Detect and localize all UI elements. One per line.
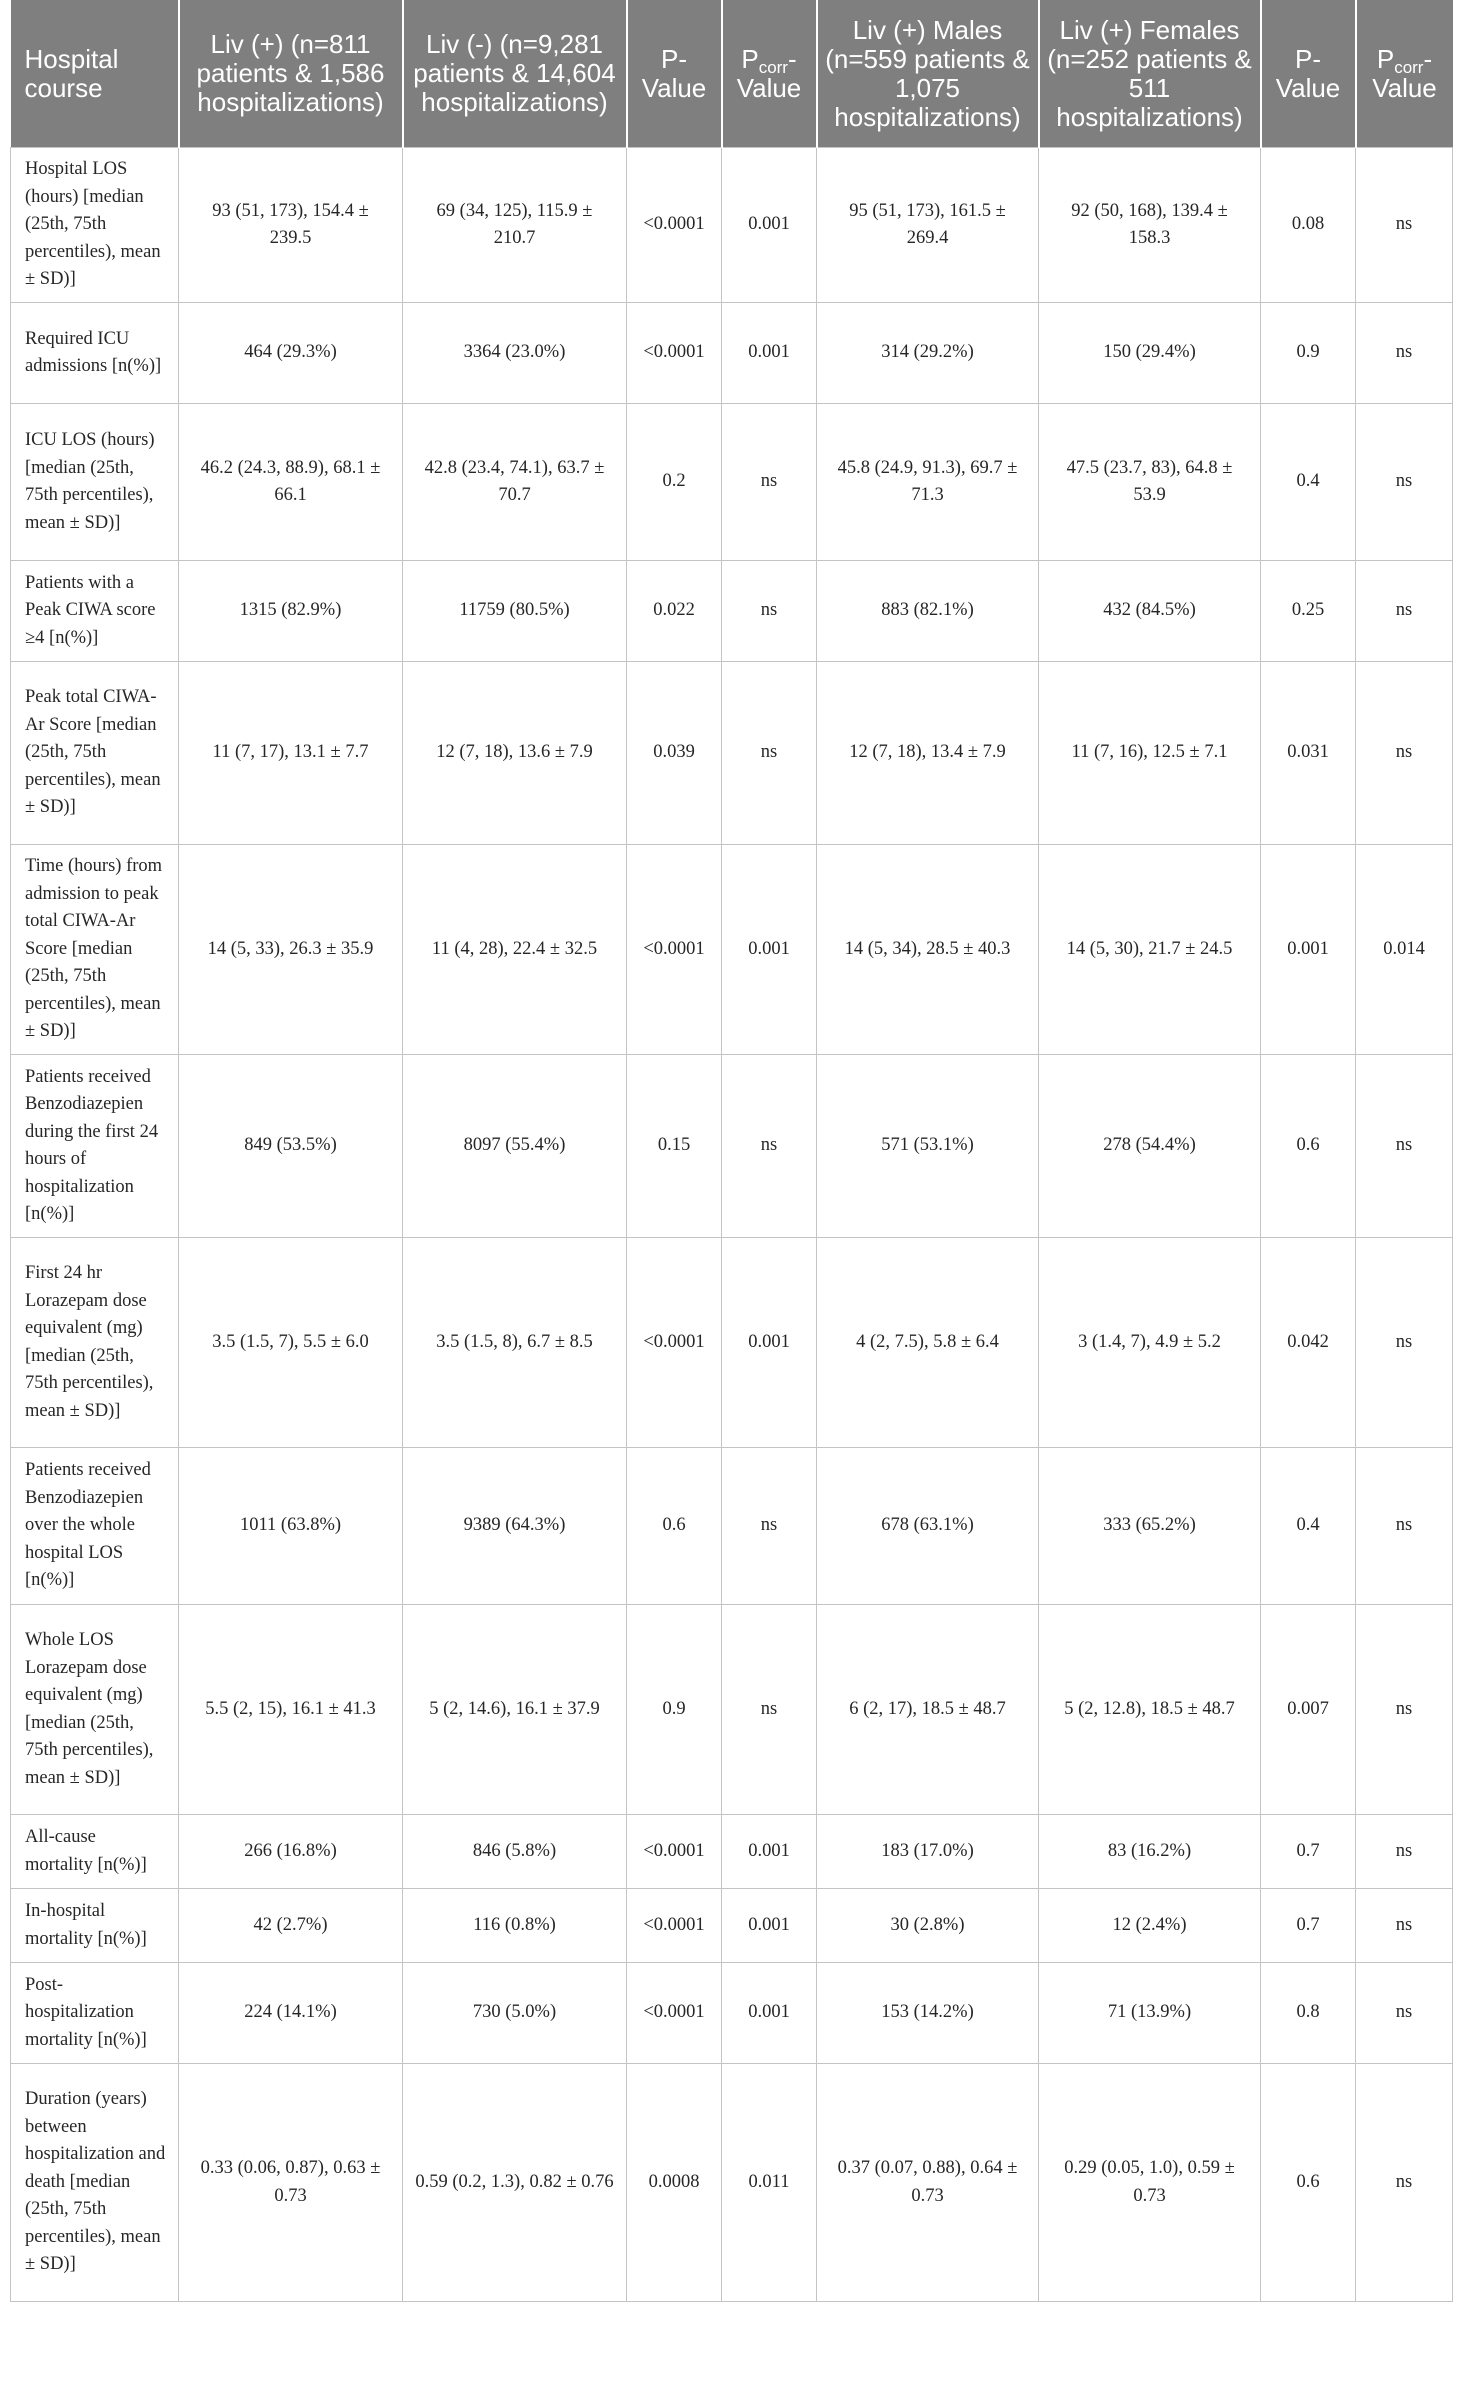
pcorr-value-sex-cell: ns	[1356, 1055, 1453, 1238]
pcorr-value-sex-cell: ns	[1356, 1238, 1453, 1448]
table-row	[11, 148, 1453, 303]
pcorr-base: P	[1376, 43, 1395, 74]
p-value-cell: 0.022	[627, 561, 722, 662]
females-cell: 11 (7, 16), 12.5 ± 7.1	[1039, 662, 1261, 845]
males-cell: 14 (5, 34), 28.5 ± 40.3	[817, 845, 1039, 1055]
pcorr-value-cell: 0.001	[722, 148, 817, 303]
row-label: Peak total CIWA-Ar Score [median (25th, 75th percentiles), mean ± SD)]	[11, 662, 179, 845]
males-cell: 571 (53.1%)	[817, 1055, 1039, 1238]
females-cell: 83 (16.2%)	[1039, 1815, 1261, 1889]
row-label: All-cause mortality [n(%)]	[11, 1815, 179, 1889]
header-liv-positive-males: Liv (+) Males (n=559 patients & 1,075 hospitalizations)	[817, 0, 1039, 148]
row-label: Required ICU admissions [n(%)]	[11, 303, 179, 404]
liv-positive-cell: 224 (14.1%)	[179, 1963, 403, 2064]
liv-positive-cell: 849 (53.5%)	[179, 1055, 403, 1238]
males-cell: 314 (29.2%)	[817, 303, 1039, 404]
table-row	[11, 1815, 1453, 1889]
pcorr-base: P	[741, 43, 759, 74]
pcorr-value-cell: 0.001	[722, 1238, 817, 1448]
liv-positive-cell: 0.33 (0.06, 0.87), 0.63 ± 0.73	[179, 2064, 403, 2302]
females-cell: 150 (29.4%)	[1039, 303, 1261, 404]
p-value-cell: <0.0001	[627, 1889, 722, 1963]
p-value-sex-cell: 0.007	[1261, 1605, 1356, 1815]
males-cell: 6 (2, 17), 18.5 ± 48.7	[817, 1605, 1039, 1815]
row-label: Post-hospitalization mortality [n(%)]	[11, 1963, 179, 2064]
females-cell: 12 (2.4%)	[1039, 1889, 1261, 1963]
liv-negative-cell: 0.59 (0.2, 1.3), 0.82 ± 0.76	[403, 2064, 627, 2302]
p-value-sex-cell: 0.25	[1261, 561, 1356, 662]
row-label: Whole LOS Lorazepam dose equivalent (mg) [median (25th, 75th percentiles), mean ± SD)]	[11, 1605, 179, 1815]
p-value-sex-cell: 0.7	[1261, 1815, 1356, 1889]
table-row	[11, 845, 1453, 1055]
females-cell: 71 (13.9%)	[1039, 1963, 1261, 2064]
row-label: Patients received Benzodiazepien during the first 24 hours of hospitalization [n(%)]	[11, 1055, 179, 1238]
liv-positive-cell: 42 (2.7%)	[179, 1889, 403, 1963]
header-liv-negative: Liv (-) (n=9,281 patients & 14,604 hospitalizations)	[403, 0, 627, 148]
hospital-course-table	[10, 0, 1453, 2302]
liv-positive-cell: 93 (51, 173), 154.4 ± 239.5	[179, 148, 403, 303]
header-pcorr-value	[722, 0, 817, 148]
liv-negative-cell: 3364 (23.0%)	[403, 303, 627, 404]
liv-negative-cell: 3.5 (1.5, 8), 6.7 ± 8.5	[403, 1238, 627, 1448]
pcorr-rest: -Value	[1372, 43, 1437, 103]
p-value-sex-cell: 0.4	[1261, 1448, 1356, 1605]
liv-negative-cell: 5 (2, 14.6), 16.1 ± 37.9	[403, 1605, 627, 1815]
header-hospital-course: Hospital course	[11, 0, 179, 148]
liv-positive-cell: 14 (5, 33), 26.3 ± 35.9	[179, 845, 403, 1055]
table-row	[11, 1963, 1453, 2064]
liv-negative-cell: 12 (7, 18), 13.6 ± 7.9	[403, 662, 627, 845]
females-cell: 333 (65.2%)	[1039, 1448, 1261, 1605]
row-label: Time (hours) from admission to peak total CIWA-Ar Score [median (25th, 75th percentiles), mean ± SD)]	[11, 845, 179, 1055]
females-cell: 92 (50, 168), 139.4 ± 158.3	[1039, 148, 1261, 303]
liv-positive-cell: 5.5 (2, 15), 16.1 ± 41.3	[179, 1605, 403, 1815]
pcorr-value-sex-cell: ns	[1356, 1889, 1453, 1963]
liv-positive-cell: 1011 (63.8%)	[179, 1448, 403, 1605]
p-value-sex-cell: 0.9	[1261, 303, 1356, 404]
liv-negative-cell: 9389 (64.3%)	[403, 1448, 627, 1605]
liv-negative-cell: 11 (4, 28), 22.4 ± 32.5	[403, 845, 627, 1055]
females-cell: 5 (2, 12.8), 18.5 ± 48.7	[1039, 1605, 1261, 1815]
pcorr-value-cell: 0.001	[722, 845, 817, 1055]
pcorr-rest: -Value	[736, 43, 802, 103]
pcorr-value-cell: ns	[722, 404, 817, 561]
pcorr-value-sex-cell: ns	[1356, 1448, 1453, 1605]
table-row	[11, 1889, 1453, 1963]
table-body	[11, 148, 1453, 2302]
males-cell: 883 (82.1%)	[817, 561, 1039, 662]
p-value-cell: <0.0001	[627, 1815, 722, 1889]
males-cell: 183 (17.0%)	[817, 1815, 1039, 1889]
table-row	[11, 1448, 1453, 1605]
females-cell: 0.29 (0.05, 1.0), 0.59 ± 0.73	[1039, 2064, 1261, 2302]
liv-negative-cell: 846 (5.8%)	[403, 1815, 627, 1889]
males-cell: 95 (51, 173), 161.5 ± 269.4	[817, 148, 1039, 303]
p-value-cell: <0.0001	[627, 845, 722, 1055]
p-value-cell: <0.0001	[627, 1963, 722, 2064]
row-label: Duration (years) between hospitalization and death [median (25th, 75th percentiles), mean ± SD)]	[11, 2064, 179, 2302]
p-value-cell: 0.0008	[627, 2064, 722, 2302]
row-label: Patients received Benzodiazepien over the whole hospital LOS [n(%)]	[11, 1448, 179, 1605]
p-value-sex-cell: 0.4	[1261, 404, 1356, 561]
p-value-sex-cell: 0.8	[1261, 1963, 1356, 2064]
females-cell: 14 (5, 30), 21.7 ± 24.5	[1039, 845, 1261, 1055]
pcorr-value-cell: 0.001	[722, 1963, 817, 2064]
header-p-value-sex: P-Value	[1261, 0, 1356, 148]
pcorr-value-cell: 0.001	[722, 1815, 817, 1889]
pcorr-value-sex-cell: ns	[1356, 1605, 1453, 1815]
p-value-sex-cell: 0.08	[1261, 148, 1356, 303]
table-row	[11, 561, 1453, 662]
liv-negative-cell: 730 (5.0%)	[403, 1963, 627, 2064]
females-cell: 47.5 (23.7, 83), 64.8 ± 53.9	[1039, 404, 1261, 561]
header-liv-positive: Liv (+) (n=811 patients & 1,586 hospitalizations)	[179, 0, 403, 148]
p-value-cell: <0.0001	[627, 148, 722, 303]
females-cell: 3 (1.4, 7), 4.9 ± 5.2	[1039, 1238, 1261, 1448]
pcorr-value-cell: ns	[722, 1605, 817, 1815]
p-value-cell: 0.15	[627, 1055, 722, 1238]
pcorr-value-sex-cell: ns	[1356, 404, 1453, 561]
liv-negative-cell: 8097 (55.4%)	[403, 1055, 627, 1238]
males-cell: 153 (14.2%)	[817, 1963, 1039, 2064]
pcorr-value-cell: ns	[722, 662, 817, 845]
liv-positive-cell: 266 (16.8%)	[179, 1815, 403, 1889]
table-row	[11, 2064, 1453, 2302]
row-label: In-hospital mortality [n(%)]	[11, 1889, 179, 1963]
table-row	[11, 303, 1453, 404]
males-cell: 30 (2.8%)	[817, 1889, 1039, 1963]
p-value-sex-cell: 0.7	[1261, 1889, 1356, 1963]
table-row	[11, 1605, 1453, 1815]
header-row	[11, 0, 1453, 148]
pcorr-value-sex-cell: 0.014	[1356, 845, 1453, 1055]
males-cell: 12 (7, 18), 13.4 ± 7.9	[817, 662, 1039, 845]
p-value-sex-cell: 0.001	[1261, 845, 1356, 1055]
table-row	[11, 1238, 1453, 1448]
p-value-cell: 0.2	[627, 404, 722, 561]
pcorr-value-sex-cell: ns	[1356, 148, 1453, 303]
p-value-cell: <0.0001	[627, 303, 722, 404]
females-cell: 278 (54.4%)	[1039, 1055, 1261, 1238]
header-pcorr-value-sex	[1356, 0, 1453, 148]
p-value-sex-cell: 0.042	[1261, 1238, 1356, 1448]
table-row	[11, 404, 1453, 561]
liv-positive-cell: 11 (7, 17), 13.1 ± 7.7	[179, 662, 403, 845]
pcorr-value-cell: ns	[722, 1055, 817, 1238]
liv-positive-cell: 464 (29.3%)	[179, 303, 403, 404]
row-label: ICU LOS (hours) [median (25th, 75th percentiles), mean ± SD)]	[11, 404, 179, 561]
header-p-value: P-Value	[627, 0, 722, 148]
pcorr-value-cell: ns	[722, 1448, 817, 1605]
p-value-cell: 0.9	[627, 1605, 722, 1815]
pcorr-value-sex-cell: ns	[1356, 303, 1453, 404]
row-label: Hospital LOS (hours) [median (25th, 75th percentiles), mean ± SD)]	[11, 148, 179, 303]
liv-negative-cell: 116 (0.8%)	[403, 1889, 627, 1963]
table-row	[11, 1055, 1453, 1238]
header-liv-positive-females: Liv (+) Females (n=252 patients & 511 hospitalizations)	[1039, 0, 1261, 148]
liv-negative-cell: 11759 (80.5%)	[403, 561, 627, 662]
liv-negative-cell: 69 (34, 125), 115.9 ± 210.7	[403, 148, 627, 303]
pcorr-sub: corr	[758, 57, 788, 77]
pcorr-value-sex-cell: ns	[1356, 1815, 1453, 1889]
row-label: First 24 hr Lorazepam dose equivalent (mg) [median (25th, 75th percentiles), mean ± SD)]	[11, 1238, 179, 1448]
pcorr-value-cell: 0.001	[722, 1889, 817, 1963]
p-value-cell: 0.6	[627, 1448, 722, 1605]
pcorr-sub: corr	[1394, 57, 1424, 77]
pcorr-value-sex-cell: ns	[1356, 662, 1453, 845]
p-value-sex-cell: 0.6	[1261, 1055, 1356, 1238]
liv-negative-cell: 42.8 (23.4, 74.1), 63.7 ± 70.7	[403, 404, 627, 561]
males-cell: 0.37 (0.07, 0.88), 0.64 ± 0.73	[817, 2064, 1039, 2302]
pcorr-value-sex-cell: ns	[1356, 1963, 1453, 2064]
males-cell: 45.8 (24.9, 91.3), 69.7 ± 71.3	[817, 404, 1039, 561]
liv-positive-cell: 46.2 (24.3, 88.9), 68.1 ± 66.1	[179, 404, 403, 561]
pcorr-value-sex-cell: ns	[1356, 2064, 1453, 2302]
p-value-sex-cell: 0.6	[1261, 2064, 1356, 2302]
pcorr-value-cell: 0.001	[722, 303, 817, 404]
liv-positive-cell: 1315 (82.9%)	[179, 561, 403, 662]
p-value-cell: 0.039	[627, 662, 722, 845]
liv-positive-cell: 3.5 (1.5, 7), 5.5 ± 6.0	[179, 1238, 403, 1448]
pcorr-value-cell: 0.011	[722, 2064, 817, 2302]
pcorr-value-cell: ns	[722, 561, 817, 662]
row-label: Patients with a Peak CIWA score ≥4 [n(%)]	[11, 561, 179, 662]
pcorr-value-sex-cell: ns	[1356, 561, 1453, 662]
table-row	[11, 662, 1453, 845]
p-value-cell: <0.0001	[627, 1238, 722, 1448]
p-value-sex-cell: 0.031	[1261, 662, 1356, 845]
males-cell: 678 (63.1%)	[817, 1448, 1039, 1605]
males-cell: 4 (2, 7.5), 5.8 ± 6.4	[817, 1238, 1039, 1448]
females-cell: 432 (84.5%)	[1039, 561, 1261, 662]
